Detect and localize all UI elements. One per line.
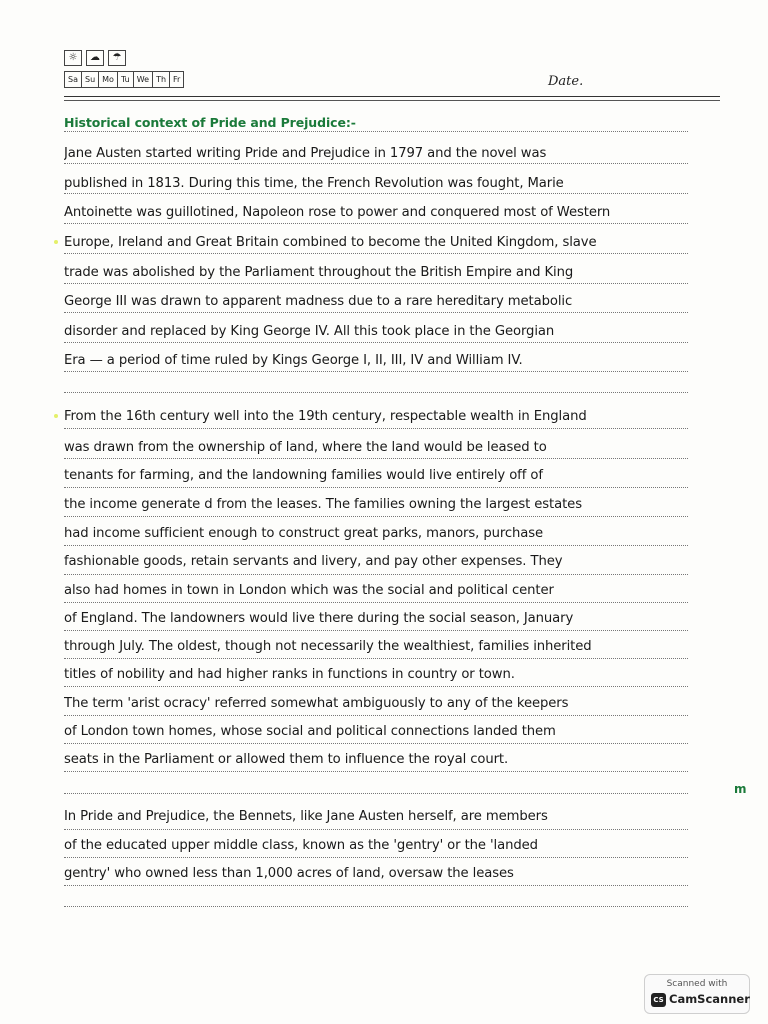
day-box: Tu — [117, 71, 134, 88]
ruled-line — [64, 602, 688, 603]
ruled-line — [64, 630, 688, 631]
paragraph1-line: disorder and replaced by King George IV. All this took place in the Georgian — [64, 324, 555, 339]
ruled-line — [64, 686, 688, 687]
ruled-line — [64, 545, 688, 546]
ruled-line — [64, 574, 688, 575]
paragraph2-line: the income generate d from the leases. The families owning the largest estates — [64, 497, 582, 512]
day-box: Th — [152, 71, 170, 88]
umbrella-icon: ☂ — [108, 50, 126, 66]
ruled-line — [64, 428, 688, 429]
sun-icon: ☼ — [64, 50, 82, 66]
ruled-line — [64, 371, 688, 372]
day-box: Mo — [98, 71, 118, 88]
ruled-line — [64, 793, 688, 794]
paragraph3-line: of the educated upper middle class, known as the 'gentry' or the 'landed — [64, 838, 538, 853]
paragraph1-line: trade was abolished by the Parliament throughout the British Empire and King — [64, 265, 574, 280]
paragraph2-line: titles of nobility and had higher ranks in functions in country or town. — [64, 667, 515, 682]
ruled-line — [64, 223, 688, 224]
ruled-line — [64, 516, 688, 517]
ruled-line — [64, 342, 688, 343]
ruled-line — [64, 829, 688, 830]
paragraph2-line: had income sufficient enough to construct great parks, manors, purchase — [64, 526, 544, 541]
paragraph2-line: of London town homes, whose social and political connections landed them — [64, 724, 556, 739]
paragraph3-line: In Pride and Prejudice, the Bennets, like Jane Austen herself, are members — [64, 809, 548, 824]
day-box: Sa — [64, 71, 82, 88]
ruled-line — [64, 163, 688, 164]
paragraph1-line: Antoinette was guillotined, Napoleon rose to power and conquered most of Western — [64, 205, 611, 220]
camscanner-watermark — [644, 974, 750, 1014]
header-rule — [64, 96, 720, 97]
ruled-line — [64, 312, 688, 313]
paragraph2-line: seats in the Parliament or allowed them to influence the royal court. — [64, 752, 509, 767]
ruled-line — [64, 193, 688, 194]
margin-note: m — [734, 782, 747, 796]
highlight-mark — [54, 240, 58, 244]
paragraph2-line: fashionable goods, retain servants and livery, and pay other expenses. They — [64, 554, 563, 569]
date-label: Date. — [548, 74, 584, 89]
day-box: We — [133, 71, 153, 88]
paragraph2-line: From the 16th century well into the 19th century, respectable wealth in England — [64, 409, 587, 424]
paragraph1-line: George III was drawn to apparent madness due to a rare hereditary metabolic — [64, 294, 573, 309]
ruled-line — [64, 392, 688, 393]
paragraph1-line: Europe, Ireland and Great Britain combined to become the United Kingdom, slave — [64, 235, 597, 250]
ruled-line — [64, 885, 688, 886]
ruled-line — [64, 487, 688, 488]
ruled-line — [64, 283, 688, 284]
ruled-line — [64, 906, 688, 907]
ruled-line — [64, 771, 688, 772]
paragraph2-line: through July. The oldest, though not necessarily the wealthiest, families inherited — [64, 639, 592, 654]
ruled-line — [64, 658, 688, 659]
paragraph3-line: gentry' who owned less than 1,000 acres of land, oversaw the leases — [64, 866, 514, 881]
cloud-icon: ☁ — [86, 50, 104, 66]
paragraph2-line: was drawn from the ownership of land, where the land would be leased to — [64, 440, 547, 455]
section-heading: Historical context of Pride and Prejudice:- — [64, 115, 356, 130]
ruled-line — [64, 253, 688, 254]
header-rule — [64, 100, 720, 101]
ruled-line — [64, 131, 688, 132]
ruled-line — [64, 458, 688, 459]
camscanner-logo-icon: CS — [651, 993, 666, 1007]
weather-icons — [64, 50, 126, 66]
paragraph1-line: published in 1813. During this time, the French Revolution was fought, Marie — [64, 176, 564, 191]
watermark-caption: Scanned with — [666, 979, 728, 989]
watermark-brand: CamScanner — [669, 992, 750, 1006]
paragraph2-line: tenants for farming, and the landowning families would live entirely off of — [64, 468, 543, 483]
paragraph2-line: also had homes in town in London which was the social and political center — [64, 583, 554, 598]
paragraph2-line: of England. The landowners would live there during the social season, January — [64, 611, 574, 626]
ruled-line — [64, 743, 688, 744]
paragraph2-line: The term 'arist ocracy' referred somewhat ambiguously to any of the keepers — [64, 696, 569, 711]
ruled-line — [64, 857, 688, 858]
day-box: Fr — [169, 71, 184, 88]
paragraph1-line: Jane Austen started writing Pride and Prejudice in 1797 and the novel was — [64, 146, 547, 161]
day-box: Su — [81, 71, 99, 88]
highlight-mark — [54, 414, 58, 418]
weekday-boxes — [64, 71, 183, 88]
paragraph1-line: Era — a period of time ruled by Kings George I, II, III, IV and William IV. — [64, 353, 523, 368]
ruled-line — [64, 715, 688, 716]
